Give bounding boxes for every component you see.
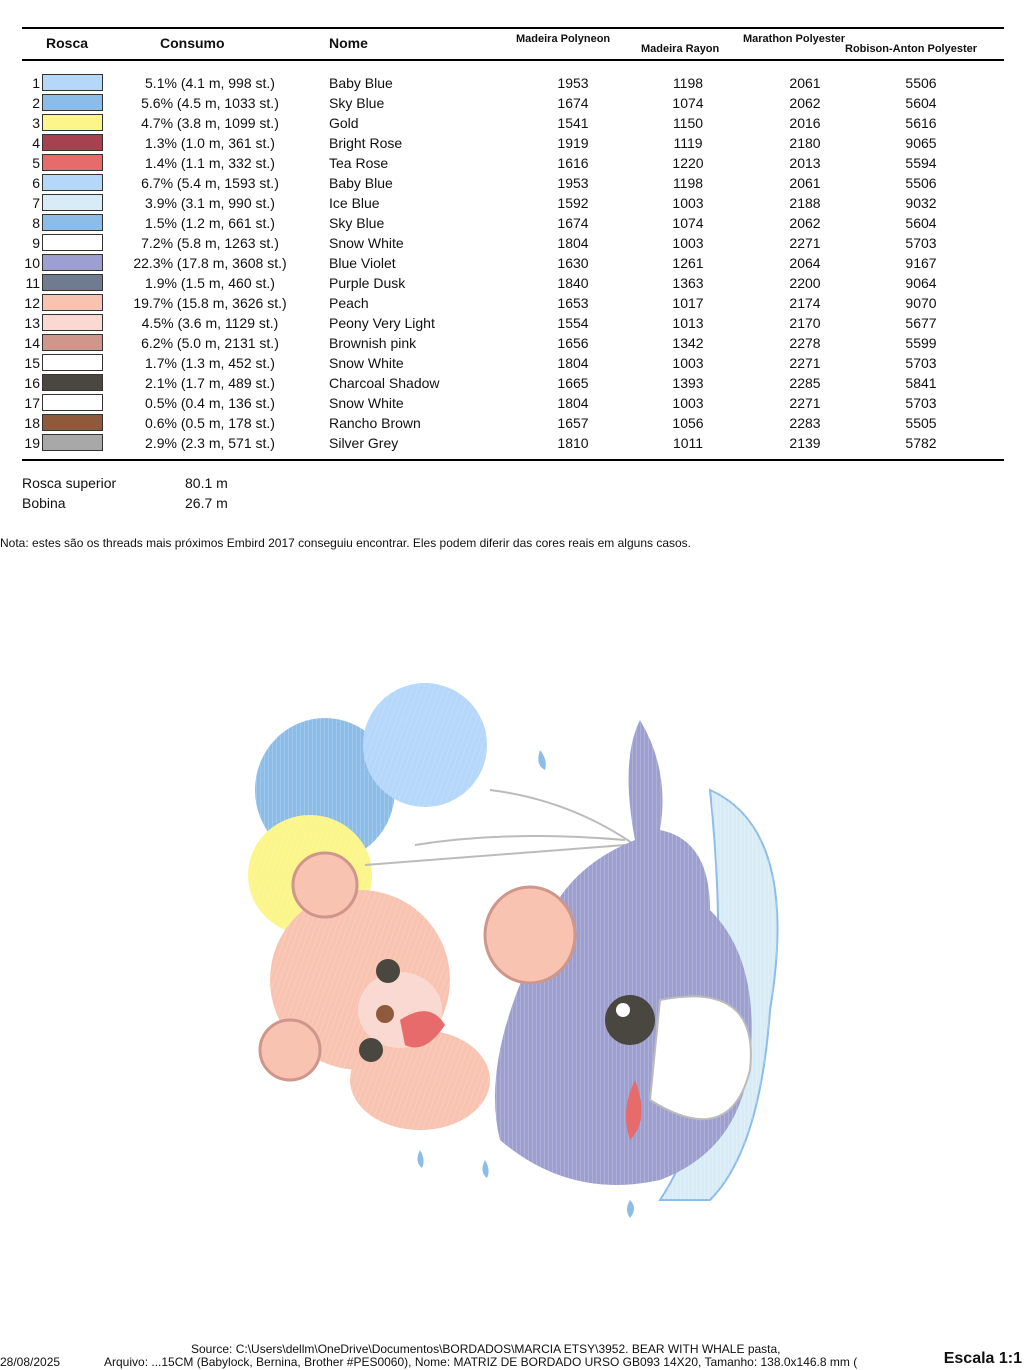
madeira-rayon-code: 1363 bbox=[672, 275, 704, 291]
thread-color-swatch bbox=[42, 114, 103, 131]
thread-number: 11 bbox=[25, 275, 40, 291]
marathon-code: 2061 bbox=[789, 175, 821, 191]
madeira-polyneon-code: 1840 bbox=[557, 275, 589, 291]
madeira-polyneon-code: 1804 bbox=[557, 355, 589, 371]
table-row bbox=[0, 312, 1024, 332]
marathon-code: 2180 bbox=[789, 135, 821, 151]
robison-code: 9070 bbox=[905, 295, 937, 311]
thread-number: 14 bbox=[24, 335, 40, 351]
thread-color-swatch bbox=[42, 414, 103, 431]
thread-consumo: 1.9% (1.5 m, 460 st.) bbox=[145, 275, 275, 291]
robison-code: 9032 bbox=[905, 195, 937, 211]
table-row bbox=[0, 232, 1024, 252]
madeira-polyneon-code: 1953 bbox=[557, 75, 589, 91]
table-row bbox=[0, 272, 1024, 292]
thread-consumo: 4.7% (3.8 m, 1099 st.) bbox=[141, 115, 279, 131]
marathon-code: 2278 bbox=[789, 335, 821, 351]
thread-number: 16 bbox=[24, 375, 40, 391]
header-nome: Nome bbox=[329, 35, 368, 51]
madeira-polyneon-code: 1592 bbox=[557, 195, 589, 211]
thread-name: Gold bbox=[329, 115, 359, 131]
robison-code: 5703 bbox=[905, 235, 937, 251]
madeira-polyneon-code: 1541 bbox=[557, 115, 589, 131]
table-row bbox=[0, 192, 1024, 212]
marathon-code: 2285 bbox=[789, 375, 821, 391]
madeira-rayon-code: 1198 bbox=[672, 75, 704, 91]
madeira-polyneon-code: 1804 bbox=[557, 395, 589, 411]
madeira-rayon-code: 1003 bbox=[672, 355, 704, 371]
robison-code: 5506 bbox=[905, 175, 937, 191]
thread-consumo: 1.5% (1.2 m, 661 st.) bbox=[145, 215, 275, 231]
marathon-code: 2188 bbox=[789, 195, 821, 211]
thread-name: Snow White bbox=[329, 355, 404, 371]
table-row bbox=[0, 412, 1024, 432]
footer-date: 28/08/2025 bbox=[0, 1355, 61, 1369]
table-row bbox=[0, 352, 1024, 372]
thread-color-swatch bbox=[42, 214, 103, 231]
thread-name: Baby Blue bbox=[329, 175, 393, 191]
madeira-polyneon-code: 1630 bbox=[557, 255, 589, 271]
robison-code: 5505 bbox=[905, 415, 937, 431]
thread-consumo: 5.1% (4.1 m, 998 st.) bbox=[145, 75, 275, 91]
madeira-rayon-code: 1074 bbox=[672, 215, 704, 231]
thread-number: 13 bbox=[24, 315, 40, 331]
thread-number: 7 bbox=[32, 195, 40, 211]
thread-note: Nota: estes são os threads mais próximos Embird 2017 conseguiu encontrar. Eles podem diferir das cores reais em alguns casos. bbox=[0, 536, 692, 550]
thread-consumo: 19.7% (15.8 m, 3626 st.) bbox=[133, 295, 287, 311]
thread-color-swatch bbox=[42, 174, 103, 191]
robison-code: 5616 bbox=[905, 115, 937, 131]
thread-consumo: 1.7% (1.3 m, 452 st.) bbox=[145, 355, 275, 371]
table-row bbox=[0, 332, 1024, 352]
thread-color-swatch bbox=[42, 74, 103, 91]
madeira-rayon-code: 1150 bbox=[672, 115, 704, 131]
embroidery-design-image bbox=[240, 680, 800, 1240]
thread-consumo: 3.9% (3.1 m, 990 st.) bbox=[145, 195, 275, 211]
thread-number: 12 bbox=[24, 295, 40, 311]
thread-color-swatch bbox=[42, 314, 103, 331]
thread-color-swatch bbox=[42, 154, 103, 171]
thread-color-swatch bbox=[42, 94, 103, 111]
header-rosca: Rosca bbox=[46, 35, 89, 51]
madeira-rayon-code: 1342 bbox=[672, 335, 704, 351]
thread-number: 2 bbox=[32, 95, 40, 111]
marathon-code: 2271 bbox=[789, 355, 821, 371]
marathon-code: 2174 bbox=[789, 295, 821, 311]
madeira-rayon-code: 1011 bbox=[672, 435, 704, 451]
rosca-superior-label: Rosca superior bbox=[22, 475, 117, 491]
robison-code: 5599 bbox=[905, 335, 937, 351]
thread-number: 15 bbox=[24, 355, 40, 371]
marathon-code: 2170 bbox=[789, 315, 821, 331]
bobina-value: 26.7 m bbox=[185, 495, 228, 511]
robison-code: 9065 bbox=[905, 135, 937, 151]
bobina-label: Bobina bbox=[22, 495, 66, 511]
thread-color-swatch bbox=[42, 294, 103, 311]
table-row bbox=[0, 72, 1024, 92]
thread-name: Baby Blue bbox=[329, 75, 393, 91]
madeira-polyneon-code: 1804 bbox=[557, 235, 589, 251]
robison-code: 5604 bbox=[905, 95, 937, 111]
madeira-rayon-code: 1003 bbox=[672, 235, 704, 251]
madeira-polyneon-code: 1953 bbox=[557, 175, 589, 191]
thread-color-swatch bbox=[42, 374, 103, 391]
thread-consumo: 7.2% (5.8 m, 1263 st.) bbox=[141, 235, 279, 251]
marathon-code: 2064 bbox=[789, 255, 821, 271]
table-row bbox=[0, 212, 1024, 232]
thread-consumo: 6.2% (5.0 m, 2131 st.) bbox=[141, 335, 279, 351]
madeira-rayon-code: 1003 bbox=[672, 395, 704, 411]
thread-number: 17 bbox=[24, 395, 40, 411]
table-row bbox=[0, 252, 1024, 272]
robison-code: 5841 bbox=[905, 375, 937, 391]
thread-color-swatch bbox=[42, 434, 103, 451]
madeira-rayon-code: 1198 bbox=[672, 175, 704, 191]
table-row bbox=[0, 172, 1024, 192]
thread-name: Ice Blue bbox=[329, 195, 380, 211]
madeira-rayon-code: 1119 bbox=[673, 135, 703, 151]
thread-name: Tea Rose bbox=[329, 155, 389, 171]
marathon-code: 2062 bbox=[789, 215, 821, 231]
header-marathon-polyester: Marathon Polyester bbox=[743, 33, 846, 45]
madeira-polyneon-code: 1657 bbox=[557, 415, 589, 431]
robison-code: 5677 bbox=[905, 315, 937, 331]
thread-name: Peach bbox=[329, 295, 369, 311]
thread-color-swatch bbox=[42, 354, 103, 371]
thread-number: 19 bbox=[24, 435, 40, 451]
thread-consumo: 0.6% (0.5 m, 178 st.) bbox=[145, 415, 275, 431]
thread-number: 6 bbox=[32, 175, 40, 191]
thread-name: Rancho Brown bbox=[329, 415, 421, 431]
thread-number: 3 bbox=[32, 115, 40, 131]
thread-color-swatch bbox=[42, 254, 103, 271]
thread-name: Purple Dusk bbox=[329, 275, 406, 291]
robison-code: 5506 bbox=[905, 75, 937, 91]
thread-consumo: 4.5% (3.6 m, 1129 st.) bbox=[141, 315, 279, 331]
marathon-code: 2062 bbox=[789, 95, 821, 111]
marathon-code: 2271 bbox=[789, 395, 821, 411]
thread-consumo: 1.4% (1.1 m, 332 st.) bbox=[145, 155, 275, 171]
marathon-code: 2013 bbox=[789, 155, 821, 171]
header-madeira-rayon: Madeira Rayon bbox=[641, 43, 720, 55]
robison-code: 9064 bbox=[905, 275, 937, 291]
thread-color-swatch bbox=[42, 234, 103, 251]
thread-consumo: 2.1% (1.7 m, 489 st.) bbox=[145, 375, 275, 391]
thread-name: Snow White bbox=[329, 395, 404, 411]
table-row bbox=[0, 112, 1024, 132]
table-row bbox=[0, 292, 1024, 312]
thread-color-swatch bbox=[42, 334, 103, 351]
thread-name: Silver Grey bbox=[329, 435, 399, 451]
thread-number: 9 bbox=[32, 235, 40, 251]
thread-name: Brownish pink bbox=[329, 335, 417, 351]
table-row bbox=[0, 92, 1024, 112]
madeira-polyneon-code: 1810 bbox=[557, 435, 589, 451]
madeira-polyneon-code: 1554 bbox=[557, 315, 589, 331]
table-row bbox=[0, 432, 1024, 452]
footer-arquivo: Arquivo: ...15CM (Babylock, Bernina, Brother #PES0060), Nome: MATRIZ DE BORDADO URSO GB093 14X20, Tamanho: 138.0x146.8 mm ( bbox=[104, 1355, 858, 1369]
marathon-code: 2200 bbox=[789, 275, 821, 291]
thread-name: Sky Blue bbox=[329, 95, 385, 111]
thread-name: Bright Rose bbox=[329, 135, 403, 151]
table-row bbox=[0, 132, 1024, 152]
rosca-superior-value: 80.1 m bbox=[185, 475, 228, 491]
table-row bbox=[0, 372, 1024, 392]
header-madeira-polyneon: Madeira Polyneon bbox=[516, 33, 611, 45]
thread-number: 5 bbox=[32, 155, 40, 171]
madeira-polyneon-code: 1674 bbox=[557, 95, 589, 111]
footer-source: Source: C:\Users\dellm\OneDrive\Documentos\BORDADOS\MARCIA ETSY\3952. BEAR WITH WHALE pasta, bbox=[191, 1342, 781, 1356]
madeira-polyneon-code: 1616 bbox=[557, 155, 589, 171]
madeira-rayon-code: 1074 bbox=[672, 95, 704, 111]
thread-consumo: 22.3% (17.8 m, 3608 st.) bbox=[133, 255, 287, 271]
thread-consumo: 1.3% (1.0 m, 361 st.) bbox=[145, 135, 275, 151]
thread-color-swatch bbox=[42, 274, 103, 291]
balloon-ice-blue bbox=[363, 683, 487, 807]
table-bottom-rule bbox=[22, 459, 1004, 461]
thread-name: Blue Violet bbox=[329, 255, 396, 271]
madeira-rayon-code: 1261 bbox=[672, 255, 704, 271]
thread-consumo: 6.7% (5.4 m, 1593 st.) bbox=[141, 175, 279, 191]
madeira-rayon-code: 1017 bbox=[672, 295, 704, 311]
madeira-polyneon-code: 1665 bbox=[557, 375, 589, 391]
thread-name: Charcoal Shadow bbox=[329, 375, 440, 391]
thread-name: Sky Blue bbox=[329, 215, 385, 231]
madeira-rayon-code: 1003 bbox=[672, 195, 704, 211]
madeira-polyneon-code: 1919 bbox=[557, 135, 589, 151]
table-row bbox=[0, 152, 1024, 172]
robison-code: 9167 bbox=[905, 255, 937, 271]
robison-code: 5604 bbox=[905, 215, 937, 231]
thread-color-swatch bbox=[42, 394, 103, 411]
robison-code: 5703 bbox=[905, 395, 937, 411]
thread-consumo: 5.6% (4.5 m, 1033 st.) bbox=[141, 95, 279, 111]
thread-name: Peony Very Light bbox=[329, 315, 435, 331]
thread-number: 18 bbox=[24, 415, 40, 431]
madeira-polyneon-code: 1656 bbox=[557, 335, 589, 351]
madeira-rayon-code: 1220 bbox=[672, 155, 704, 171]
thread-name: Snow White bbox=[329, 235, 404, 251]
robison-code: 5782 bbox=[905, 435, 937, 451]
thread-number: 10 bbox=[24, 255, 40, 271]
table-row bbox=[0, 392, 1024, 412]
madeira-rayon-code: 1056 bbox=[672, 415, 704, 431]
footer-scale: Escala 1:1 bbox=[943, 1350, 1022, 1367]
robison-code: 5703 bbox=[905, 355, 937, 371]
madeira-polyneon-code: 1674 bbox=[557, 215, 589, 231]
thread-number: 4 bbox=[32, 135, 40, 151]
thread-color-swatch bbox=[42, 134, 103, 151]
madeira-rayon-code: 1393 bbox=[672, 375, 704, 391]
header-robison-anton-polyester: Robison-Anton Polyester bbox=[845, 43, 978, 55]
madeira-rayon-code: 1013 bbox=[672, 315, 704, 331]
marathon-code: 2271 bbox=[789, 235, 821, 251]
header-consumo: Consumo bbox=[160, 35, 225, 51]
thread-consumo: 2.9% (2.3 m, 571 st.) bbox=[145, 435, 275, 451]
thread-number: 8 bbox=[32, 215, 40, 231]
marathon-code: 2283 bbox=[789, 415, 821, 431]
thread-consumo: 0.5% (0.4 m, 136 st.) bbox=[145, 395, 275, 411]
marathon-code: 2016 bbox=[789, 115, 821, 131]
marathon-code: 2139 bbox=[789, 435, 821, 451]
robison-code: 5594 bbox=[905, 155, 937, 171]
table-top-rule bbox=[22, 27, 1004, 29]
thread-number: 1 bbox=[32, 75, 40, 91]
thread-color-swatch bbox=[42, 194, 103, 211]
table-header-rule bbox=[22, 59, 1004, 61]
madeira-polyneon-code: 1653 bbox=[557, 295, 589, 311]
marathon-code: 2061 bbox=[789, 75, 821, 91]
